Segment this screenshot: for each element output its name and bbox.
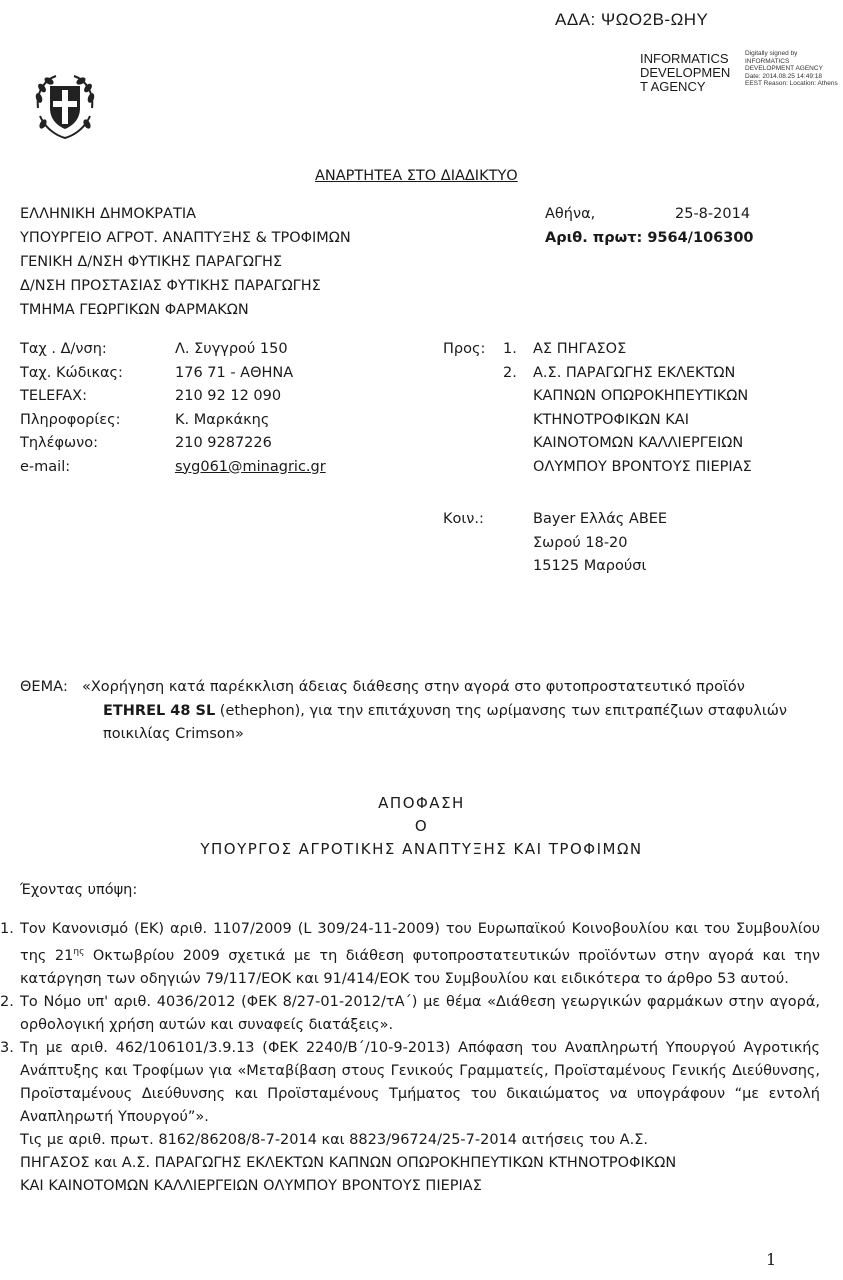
sender-line: Δ/ΝΣΗ ΠΡΟΣΤΑΣΙΑΣ ΦΥΤΙΚΗΣ ΠΑΡΑΓΩΓΗΣ (20, 278, 321, 294)
signature-details: Digitally signed by INFORMATICS DEVELOPMENT AGENCY Date: 2014.08.25 14:49:18 EEST Reason: Location: Athens (745, 50, 838, 87)
contact-value: 210 9287226 (175, 435, 272, 451)
list-item (0, 991, 820, 1037)
sender-line: ΥΠΟΥΡΓΕΙΟ ΑΓΡΟΤ. ΑΝΑΠΤΥΞΗΣ & ΤΡΟΦΙΜΩΝ (20, 230, 351, 246)
extra-line: ΠΗΓΑΣΟΣ και Α.Σ. ΠΑΡΑΓΩΓΗΣ ΕΚΛΕΚΤΩΝ ΚΑΠΝΩΝ ΟΠΩΡΟΚΗΠΕΥΤΙΚΩΝ ΚΤΗΝΟΤΡΟΦΙΚΩΝ (20, 1154, 677, 1171)
contact-value: 176 71 - ΑΘΗΝΑ (175, 364, 294, 381)
item-text: Το Νόμο υπ' αριθ. 4036/2012 (ΦΕΚ 8/27-01-2012/τΑ΄) με θέμα «Διάθεση γεωργικών φαρμάκων στην αγορά, ορθολογική χρήση αυτών και συναφείς διατάξεις». (20, 993, 820, 1033)
decision-title: ΑΠΟΦΑΣΗ (378, 794, 465, 812)
contact-label: Πληροφορίες: (20, 411, 121, 428)
contact-block (20, 338, 326, 479)
item-number: 1. (0, 921, 14, 937)
extra-line: Τις με αριθ. πρωτ. 8162/86208/8-7-2014 και 8823/96724/25-7-2014 αιτήσεις του Α.Σ. (20, 1131, 648, 1148)
item-text: Τον Κανονισμό (ΕΚ) αριθ. 1107/2009 (L 309/24-11-2009) του Ευρωπαϊκού Κοινοβουλίου και του Συμβουλίου της 21 (20, 921, 820, 964)
protocol-number: Αριθ. πρωτ: 9564/106300 (545, 230, 754, 246)
list-item (0, 1037, 820, 1129)
cc-line: 15125 Μαρούσι (533, 558, 647, 574)
recipient-line: ΑΣ ΠΗΓΑΣΟΣ (533, 341, 627, 357)
sender-line: ΓΕΝΙΚΗ Δ/ΝΣΗ ΦΥΤΙΚΗΣ ΠΑΡΑΓΩΓΗΣ (20, 254, 283, 270)
contact-label: Ταχ . Δ/νση: (20, 341, 107, 357)
item-number: 2. (0, 993, 14, 1010)
email-link[interactable]: syg061@minagric.gr (175, 458, 326, 475)
contact-label: Τηλέφωνο: (20, 435, 99, 451)
place: Αθήνα, (545, 206, 596, 222)
subject-label: ΘΕΜΑ: (20, 679, 68, 695)
cc-block (443, 508, 667, 579)
item-text: Οκτωβρίου 2009 σχετικά με τη διάθεση φυτοπροστατευτικών προϊόντων στην αγορά και την κατάργηση των οδηγιών 79/117/ΕΟΚ και 91/414/ΕΟΚ του Συμβουλίου και ειδικότερα το άρθρο 53 αυτού. (20, 947, 820, 987)
subject-line: (ethephon), για την επιτάχυνση της ωρίμανσης των επιτραπέζιων σταφυλιών (215, 702, 788, 719)
considerations-list (0, 918, 820, 1198)
page-number: 1 (766, 1250, 777, 1269)
minister-title: ΥΠΟΥΡΓΟΣ ΑΓΡΟΤΙΚΗΣ ΑΝΑΠΤΥΞΗΣ ΚΑΙ ΤΡΟΦΙΜΩΝ (200, 840, 643, 858)
recipient-line: ΚΑΙΝΟΤΟΜΩΝ ΚΑΛΛΙΕΡΓΕΙΩΝ (533, 435, 744, 451)
subject-line: «Χορήγηση κατά παρέκκλιση άδειας διάθεσης στην αγορά στο φυτοπροστατευτικό προϊόν (82, 679, 745, 695)
publish-banner: ΑΝΑΡΤΗΤΕΑ ΣΤΟ ΔΙΑΔΙΚΤΥΟ (315, 168, 518, 184)
recipients-block (443, 338, 752, 479)
cc-label: Κοιν.: (443, 511, 484, 527)
date-block (545, 202, 754, 250)
greek-emblem-icon (28, 68, 102, 142)
recipient-line: ΚΤΗΝΟΤΡΟΦΙΚΩΝ ΚΑΙ (533, 411, 689, 428)
ada-code: ΑΔΑ: ΨΩΟ2Β-ΩΗΥ (555, 10, 709, 29)
contact-value: Λ. Συγγρού 150 (175, 341, 288, 357)
sender-line: ΤΜΗΜΑ ΓΕΩΡΓΙΚΩΝ ΦΑΡΜΑΚΩΝ (20, 302, 249, 318)
recipient-number: 1. (503, 341, 517, 357)
contact-label: TELEFAX: (20, 388, 88, 404)
recipient-line: ΟΛΥΜΠΟΥ ΒΡΟΝΤΟΥΣ ΠΙΕΡΙΑΣ (533, 458, 752, 475)
sender-line: ΕΛΛΗΝΙΚΗ ΔΗΜΟΚΡΑΤΙΑ (20, 206, 197, 222)
item-text: Τη με αριθ. 462/106101/3.9.13 (ΦΕΚ 2240/Β΄/10-9-2013) Απόφαση του Αναπληρωτή Υπουργού Αγροτικής Ανάπτυξης και Τροφίμων για «Μεταβίβαση στους Γενικούς Γραμματείς, Προϊσταμένους Γενικής Διεύθυνσης, Προϊσταμένους Διεύθυνσης και Προϊσταμένους Τμήματος του δικαιώματος να υπογράφουν “με εντολή Αναπληρωτή Υπουργού”». (20, 1039, 820, 1125)
considering-intro: Έχοντας υπόψη: (20, 882, 138, 898)
recipient-line: Α.Σ. ΠΑΡΑΓΩΓΗΣ ΕΚΛΕΚΤΩΝ (533, 364, 736, 381)
contact-label: e-mail: (20, 458, 71, 475)
item-number: 3. (0, 1039, 14, 1056)
extra-line: ΚΑΙ ΚΑΙΝΟΤΟΜΩΝ ΚΑΛΛΙΕΡΓΕΙΩΝ ΟΛΥΜΠΟΥ ΒΡΟΝΤΟΥΣ ΠΙΕΡΙΑΣ (20, 1177, 482, 1194)
product-name: ETHREL 48 SL (103, 702, 216, 719)
decision-article: Ο (414, 817, 429, 835)
subject-block (20, 676, 835, 747)
date: 25-8-2014 (675, 206, 751, 222)
cc-line: Bayer Ελλάς ΑΒΕΕ (533, 511, 668, 527)
contact-label: Ταχ. Κώδικας: (20, 364, 123, 381)
recipient-number: 2. (503, 364, 517, 381)
signature-signer-name: INFORMATICS DEVELOPMEN T AGENCY (640, 51, 731, 94)
cc-line: Σωρού 18-20 (533, 534, 628, 551)
item-superscript: ης (73, 947, 85, 957)
sender-block (20, 202, 351, 322)
recipient-line: ΚΑΠΝΩΝ ΟΠΩΡΟΚΗΠΕΥΤΙΚΩΝ (533, 388, 749, 404)
contact-value: Κ. Μαρκάκης (175, 411, 270, 428)
subject-line: ποικιλίας Crimson» (103, 726, 244, 742)
contact-value: 210 92 12 090 (175, 388, 282, 404)
to-label: Προς: (443, 341, 486, 357)
list-item (0, 918, 820, 991)
